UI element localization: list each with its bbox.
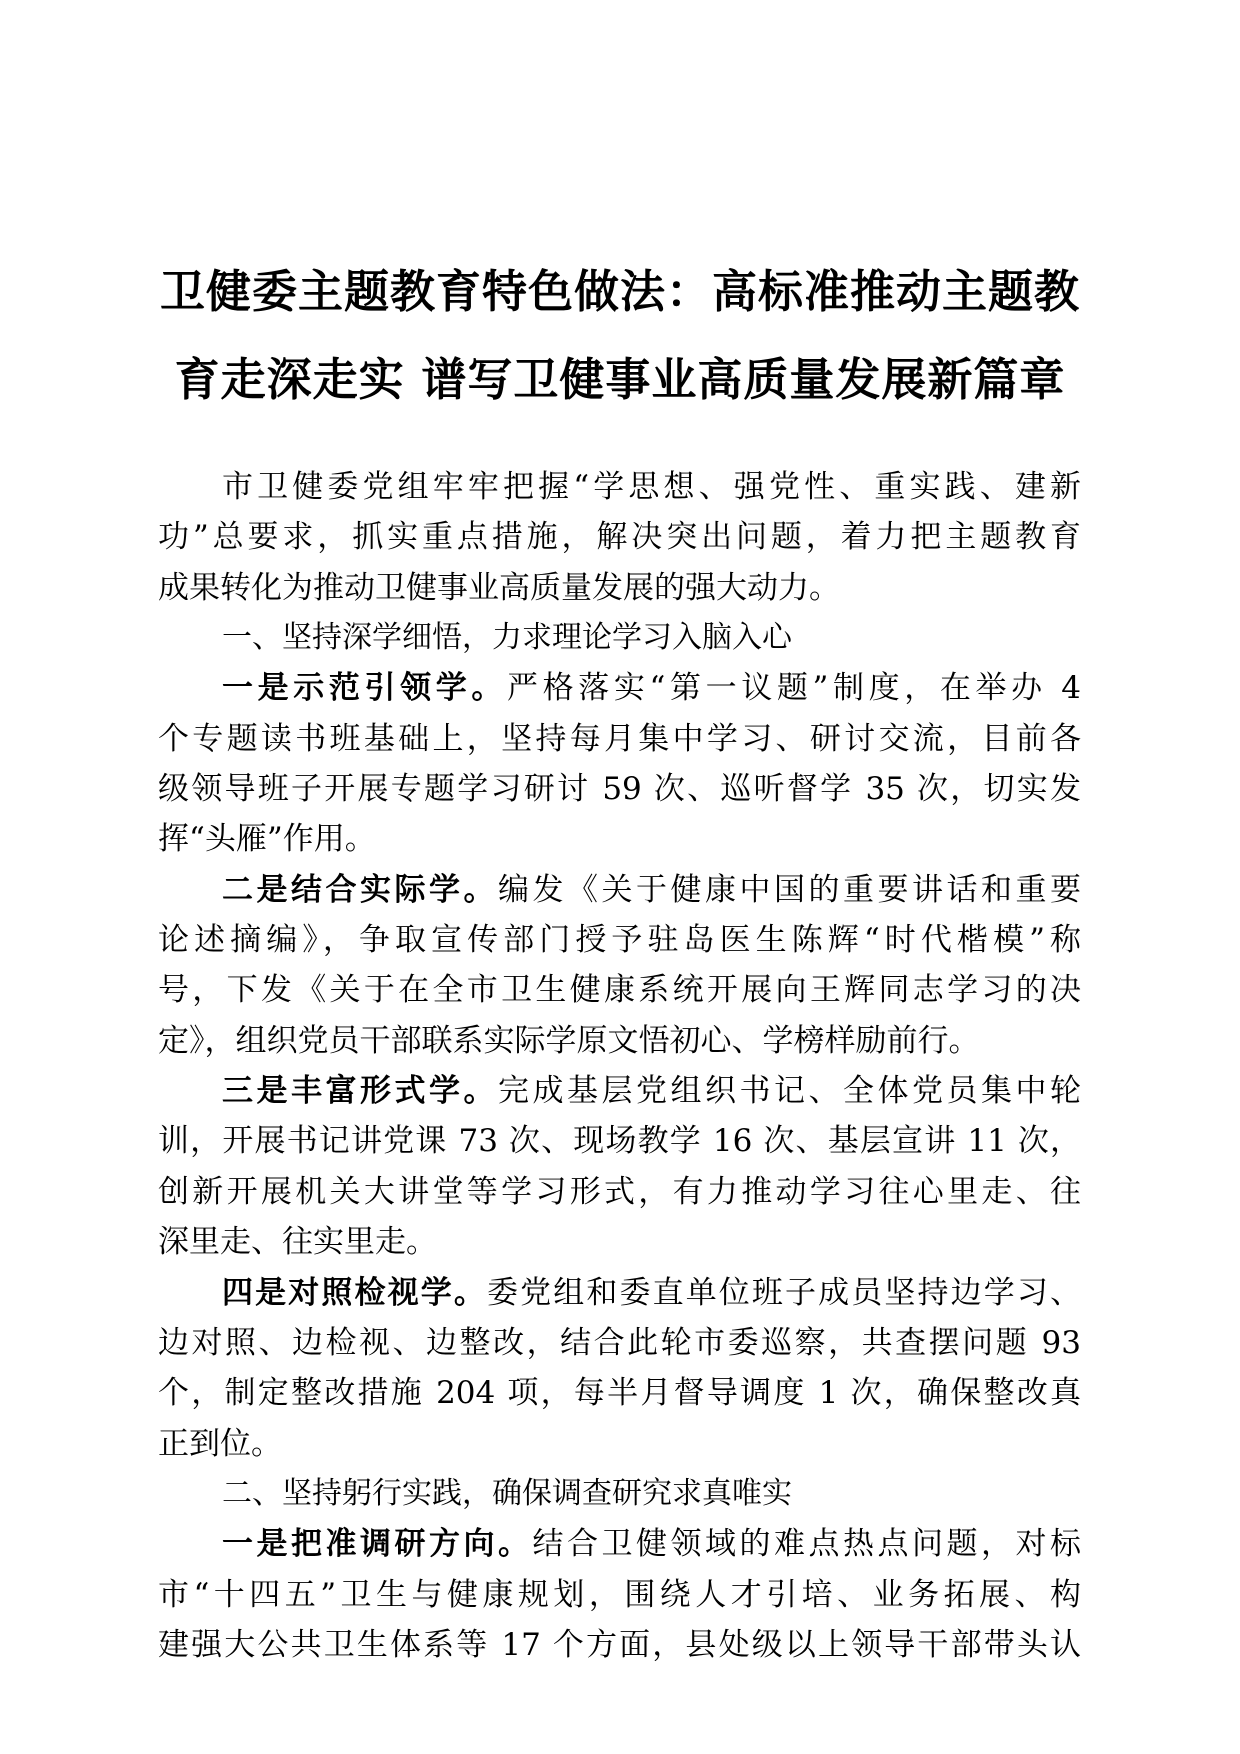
paragraph-lead: 一是把准调研方向。	[222, 1526, 533, 1563]
paragraph-line	[158, 1066, 1081, 1116]
paragraph-line: 正到位。	[158, 1425, 282, 1462]
paragraph-lead: 二是结合实际学。	[222, 871, 498, 908]
paragraph-line: 训，开展书记讲党课 73 次、现场教学 16 次、基层宣讲 11 次，	[158, 1123, 1081, 1160]
document-title	[150, 248, 1090, 424]
section-heading: 二、坚持躬行实践，确保调查研究求真唯实	[222, 1475, 792, 1511]
paragraph-line: 级领导班子开展专题学习研讨 59 次、巡听督学 35 次，切实发	[158, 771, 1081, 808]
paragraph-line: 号，下发《关于在全市卫生健康系统开展向王辉同志学习的决	[158, 972, 1081, 1009]
paragraph-lead: 一是示范引领学。	[222, 670, 508, 707]
paragraph-line	[158, 1519, 1081, 1569]
paragraph-text: 编发《关于健康中国的重要讲话和重要	[498, 871, 1081, 908]
paragraph-line: 创新开展机关大讲堂等学习形式，有力推动学习往心里走、往	[158, 1173, 1081, 1210]
title-line: 育走深走实 谱写卫健事业高质量发展新篇章	[174, 353, 1066, 406]
paragraph-lead: 四是对照检视学。	[222, 1274, 487, 1311]
paragraph-text: 严格落实“第一议题”制度，在举办 4	[507, 670, 1081, 707]
title-line: 卫健委主题教育特色做法：高标准推动主题教	[159, 265, 1080, 318]
paragraph-line: 挥“头雁”作用。	[158, 821, 376, 858]
paragraph-line: 定》，组织党员干部联系实际学原文悟初心、学榜样励前行。	[158, 1022, 980, 1059]
paragraph-line: 论述摘编》，争取宣传部门授予驻岛医生陈辉“时代楷模”称	[158, 922, 1081, 959]
intro-line: 功”总要求，抓实重点措施，解决突出问题，着力把主题教育	[158, 519, 1081, 556]
paragraph-line: 深里走、往实里走。	[158, 1224, 437, 1261]
section-heading: 一、坚持深学细悟，力求理论学习入脑入心	[222, 620, 792, 656]
paragraph-line: 市“十四五”卫生与健康规划，围绕人才引培、业务拓展、构	[158, 1576, 1081, 1613]
paragraph-line: 建强大公共卫生体系等 17 个方面，县处级以上领导干部带头认	[158, 1626, 1081, 1663]
paragraph-text: 完成基层党组织书记、全体党员集中轮	[498, 1073, 1081, 1110]
paragraph-line: 个专题读书班基础上，坚持每月集中学习、研讨交流，目前各	[158, 720, 1081, 757]
document-body	[158, 462, 1081, 1670]
paragraph-line	[158, 663, 1081, 713]
paragraph-line	[158, 865, 1081, 915]
paragraph-text: 委党组和委直单位班子成员坚持边学习、	[486, 1274, 1082, 1311]
intro-line: 市卫健委党组牢牢把握“学思想、强党性、重实践、建新	[222, 469, 1081, 505]
paragraph-line	[158, 1268, 1081, 1318]
intro-line: 成果转化为推动卫健事业高质量发展的强大动力。	[158, 569, 840, 606]
paragraph-text: 结合卫健领域的难点热点问题，对标	[532, 1526, 1081, 1563]
paragraph-line: 个，制定整改措施 204 项，每半月督导调度 1 次，确保整改真	[158, 1375, 1081, 1412]
paragraph-line: 边对照、边检视、边整改，结合此轮市委巡察，共查摆问题 93	[158, 1324, 1081, 1361]
paragraph-lead: 三是丰富形式学。	[222, 1073, 498, 1110]
